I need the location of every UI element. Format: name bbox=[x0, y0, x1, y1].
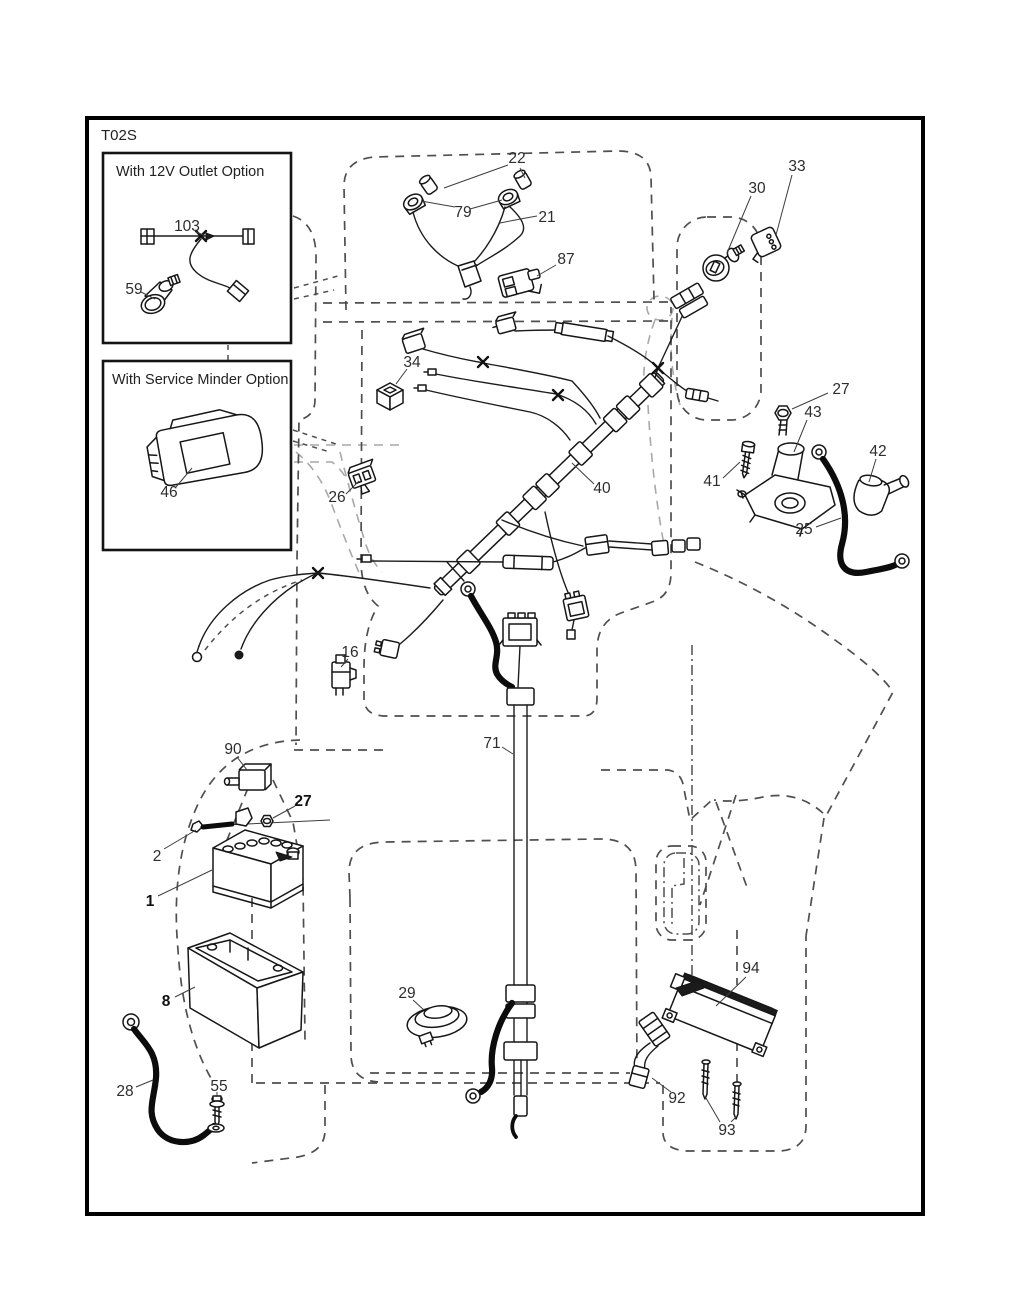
part-92-connector bbox=[629, 1012, 671, 1089]
callout-1: 1 bbox=[145, 893, 155, 910]
callout-41: 41 bbox=[703, 473, 721, 490]
part-27-nut-solenoid bbox=[775, 406, 791, 435]
inset-12v-outlet bbox=[103, 153, 291, 343]
callout-87: 87 bbox=[557, 251, 575, 268]
part-43-solenoid-group bbox=[737, 406, 912, 573]
part-59-outlet-socket bbox=[139, 275, 180, 317]
callout-8: 8 bbox=[161, 993, 171, 1010]
callout-59: 59 bbox=[125, 281, 143, 298]
part-34-switch bbox=[377, 383, 403, 410]
part-71-lower-harness bbox=[466, 613, 541, 1137]
callout-2: 2 bbox=[152, 848, 162, 865]
callout-55: 55 bbox=[210, 1078, 228, 1095]
part-41-bolt bbox=[738, 441, 755, 479]
callout-27-solenoid: 27 bbox=[832, 381, 850, 398]
callout-92: 92 bbox=[668, 1090, 686, 1107]
part-28-ground-cable bbox=[123, 1014, 214, 1142]
part-1-battery bbox=[213, 830, 303, 908]
callout-71: 71 bbox=[483, 735, 501, 752]
part-93-screws bbox=[702, 1060, 741, 1119]
part-46-service-minder bbox=[143, 404, 267, 489]
callout-25: 25 bbox=[795, 521, 813, 538]
callout-27-battery: 27 bbox=[294, 793, 312, 810]
callout-34: 34 bbox=[403, 354, 421, 371]
inset-service-minder bbox=[103, 361, 291, 550]
callout-103: 103 bbox=[174, 218, 200, 235]
diagram-tag: T02S bbox=[101, 127, 137, 144]
callout-42: 42 bbox=[869, 443, 887, 460]
callout-79: 79 bbox=[454, 204, 472, 221]
callout-29: 29 bbox=[398, 985, 416, 1002]
callout-26: 26 bbox=[328, 489, 346, 506]
callout-43: 43 bbox=[804, 404, 822, 421]
part-26-fuse bbox=[346, 459, 382, 496]
callout-46: 46 bbox=[160, 484, 178, 501]
part-30-ignition-switch bbox=[703, 245, 744, 281]
callout-94: 94 bbox=[742, 960, 760, 977]
callout-16: 16 bbox=[341, 644, 359, 661]
part-16-switch bbox=[332, 655, 356, 695]
inset-12v-outlet-border bbox=[103, 153, 291, 343]
callout-40: 40 bbox=[593, 480, 611, 497]
part-94-module bbox=[658, 970, 781, 1058]
inset-12v-outlet-title: With 12V Outlet Option bbox=[116, 164, 265, 180]
tractor-outline-light bbox=[294, 296, 680, 575]
callout-33: 33 bbox=[788, 158, 806, 175]
callout-30: 30 bbox=[748, 180, 766, 197]
callout-93: 93 bbox=[718, 1122, 736, 1139]
part-42-terminal-boot bbox=[851, 466, 912, 521]
callout-21: 21 bbox=[538, 209, 556, 226]
callout-90: 90 bbox=[224, 741, 242, 758]
part-90-relay bbox=[225, 764, 272, 790]
callout-22: 22 bbox=[508, 150, 526, 167]
part-55-screw bbox=[208, 1096, 224, 1132]
callout-28: 28 bbox=[116, 1083, 134, 1100]
part-29-seat-switch bbox=[405, 1003, 469, 1048]
part-87-connector bbox=[498, 266, 545, 303]
part-2-battery-bolt bbox=[191, 808, 330, 832]
part-8-battery-box bbox=[188, 933, 303, 1048]
inset-service-minder-title: With Service Minder Option bbox=[112, 372, 289, 388]
part-27-nut-battery bbox=[261, 816, 273, 827]
